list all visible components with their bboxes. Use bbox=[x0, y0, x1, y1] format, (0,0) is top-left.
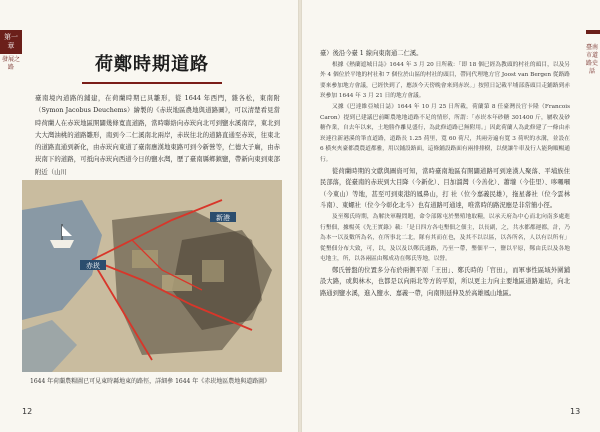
side-marker bbox=[586, 30, 600, 34]
chapter-label: 第一章 bbox=[4, 33, 18, 50]
paragraph-quote: 又據《巴達維亞城日誌》1644 年 10 月 25 日所載，荷蘭第 8 任臺灣長官卡隆（Francois Caron）提到已建議巴前斷農地地道路不足的情形，所謂：「赤崁本年砂糖 301400 斤，屬收及砂糖作業，自去年以來，土地勝作離見盛行，為此修道路已無附用。」因此荷蘭人為此修建了一條由赤崁連往新港溪的筆直道路，道路長 1.25 荷里，寬 60 荷尺，其兩旁遍有寬 3 荷呎的水溝，並設在 6 横夾夾臺都農農道都雅，用以鋪設路面，這條鋪設路面有兩排排樹，以便讓牛車及行人能夠順暢通行。 bbox=[320, 103, 570, 163]
right-body-text bbox=[320, 48, 570, 300]
page-number-left: 12 bbox=[22, 407, 33, 416]
map-label-chikan: 赤崁 bbox=[86, 262, 100, 270]
chapter-tab bbox=[0, 30, 22, 54]
left-body-text: 臺南境內道路的鋪建，在荷蘭時期已具雛形，從 1644 年西門，雜各松，東南附（Symon Jacobus Deuchems）繪製的《赤崁地區農地與道路圖》，可以清楚看見當時荷蘭人在赤崁地區開闢幾條寬直道路，當時聯絡向赤崁向北可到鹽水溪南岸，東北到大大灣油桃的道路雛形，南到今二仁溪南北兩岸，赤崁往北的道路直通至赤崁，往東北的道路直通到新化，由赤崁向東道了臺南應漢地東路可到今新營等，仁德大子廟，由赤崁南下的道路，可抵向赤崁向西道今日的鹽水灣，歷了臺南縣鄉鎮鹽，帶新向東到東部附近（山川 bbox=[35, 94, 280, 176]
title-underline bbox=[82, 82, 222, 84]
map-caption: 1644 年荷蘭農糧圖已可見東時縣地東的路徑，詳細參 1644 年《赤崁地區農地與道路圖》 bbox=[30, 378, 271, 385]
paragraph: 鄭氏營盤的位置多分布於兩側平原「王田」、鄭氏時的「官田」，而軍事性區域外圍鋪設大路，或與林木，也都是以向兩北等方的平原，所以更主力向主要地區道路連結，向北路通到鹽水溪，進入鹽水、嘉義一帶，向南則延伸及於高雄鳳山地區。 bbox=[320, 266, 570, 298]
map-illustration bbox=[22, 180, 282, 372]
paragraph-quote: 根據《熱蘭遮城日誌》1644 年 3 月 20 日所載：「即 18 個已經為教頭的村社的頭目，以及另外 4 個位於平地的村社和 7 個位於山區的村社的頭目，帶同代理地方官 Joost van Bergen 從路路要來參加地方會議，已經快到了，應該今天傍晚會來到赤崁。」按照日記載平埔部落頭目走鋪路到赤崁參加 1644 年 3 月 21 日的地方會議。 bbox=[320, 61, 570, 100]
section-title: 荷鄭時期道路 bbox=[95, 54, 209, 75]
section-title-block bbox=[82, 50, 222, 84]
map-label-xingang: 新港 bbox=[216, 214, 230, 222]
running-side-label: 臺南市道路史話 bbox=[586, 44, 599, 75]
page-number-right: 13 bbox=[570, 407, 581, 416]
historical-map-image bbox=[22, 180, 282, 372]
paragraph: 臺）後沿今臺 1 線向東南通二仁溪。 bbox=[320, 50, 423, 57]
paragraph: 從荷蘭時期的文獻與圖資可知，當時臺南地區有開闢道路可到達漢人聚落、平埔族住民部落，從臺南的赤崁到大目降（今新化）、目加溜灣（今善化）、蕭壠（今佳里）、哆囉嘓（今東山）等地，甚至可到東港的鳳鼻山，打 社（位今嘉義民雄），拖星蕃社（位今雲林斗南）、東螺社（位今今彰化北斗）也有道路可通達，唯當時的路況應是非常簡小徑。 bbox=[320, 167, 570, 210]
paragraph: 及至鄭氏時期，為解決軍糧問題，命令部隊屯於墾殖地取糧，以承天府為中心而北向南多處進行墾佃，據楊英《先王實錄》載：「是日四方各屯墾佃之佃主，以長副，之，共水都都運都，計，乃為本一以及數所為名，在所事北二北，隊有其而在也，及其不以以區，以各所名，人以有以所有」從墾佃分布大致，可，以，及以及以鄭氏通路，乃至一帶，墾佃平一，鹽以平原，鄭由氏以及各地屯地主，所，以各兩區由鄭成功在鄭氏等地，以營。 bbox=[320, 213, 570, 263]
left-page bbox=[0, 0, 298, 432]
chapter-subtitle: 發展之路 bbox=[2, 56, 21, 71]
